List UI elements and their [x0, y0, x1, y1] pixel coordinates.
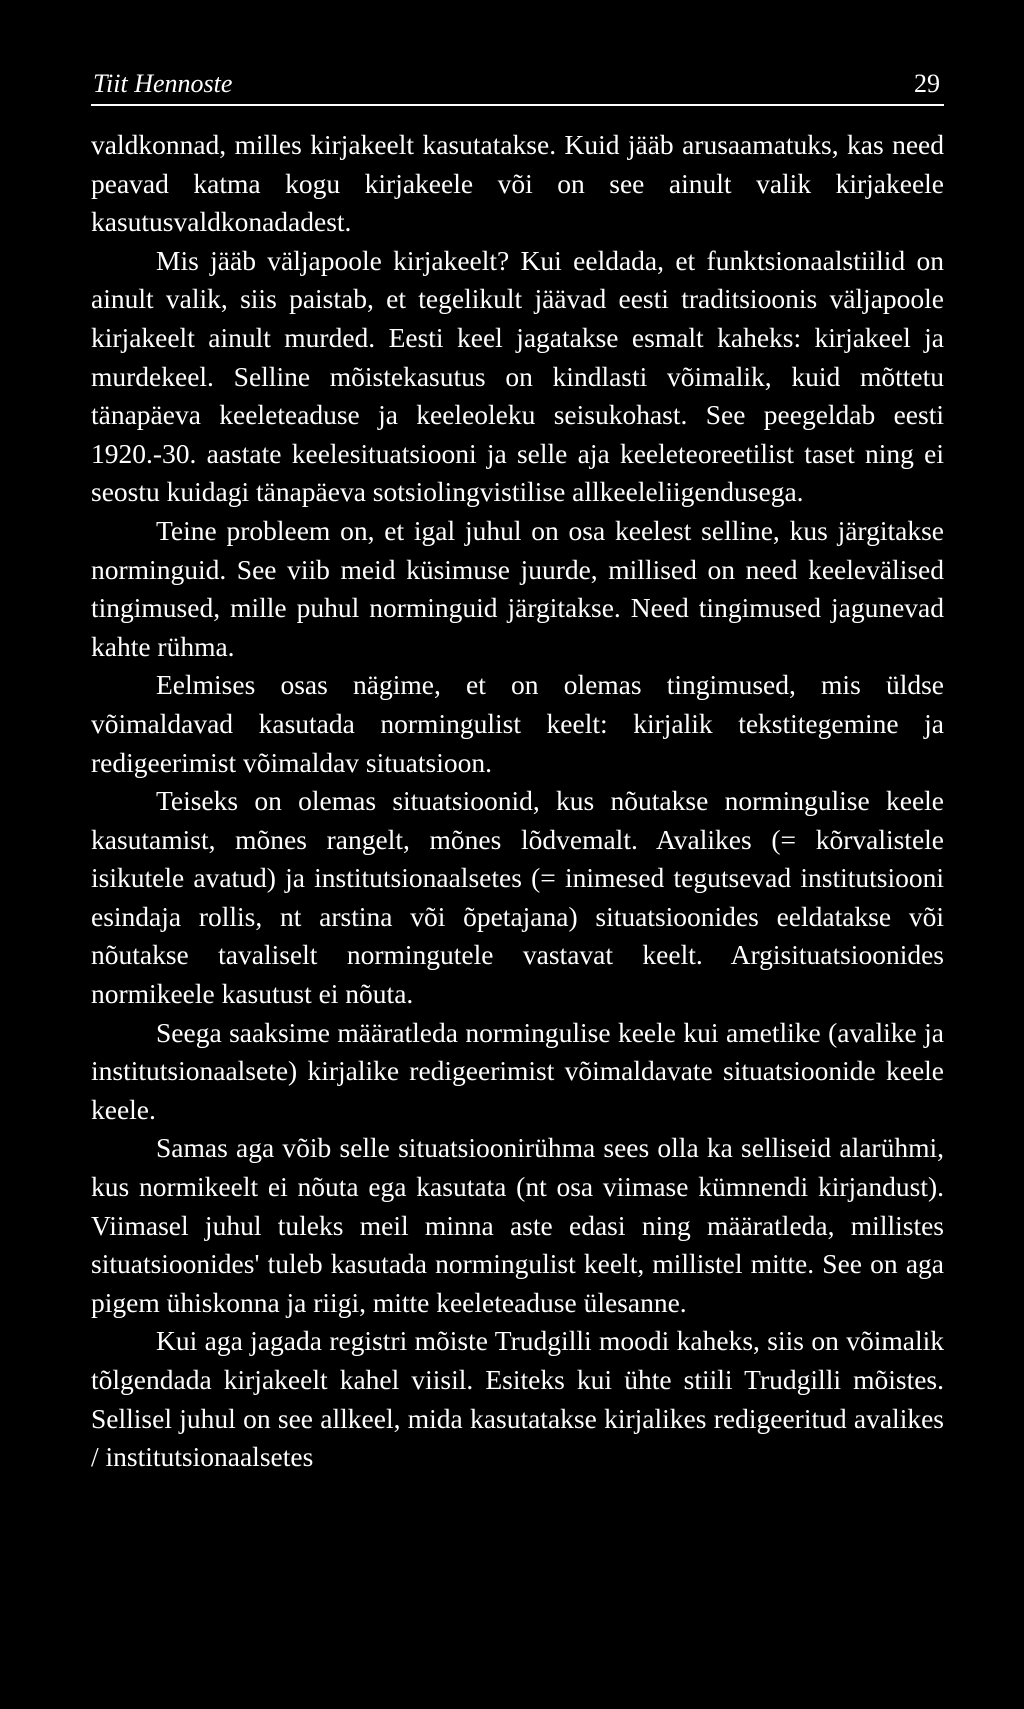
paragraph: Samas aga võib selle situatsioonirühma sees olla ka selliseid alarühmi, kus normikeelt ei nõuta ega kasutata (nt osa viimase kümnendi kirjandust). Viimasel juhul tuleks meil minna aste edasi ning määratleda, millistes situatsioonides' tuleb kasutada normingulist keelt, millistel mitte. See on aga pigem ühiskonna ja riigi, mitte keeleteaduse ülesanne. — [91, 1132, 944, 1318]
paragraph: Seega saaksime määratleda normingulise keele kui ametlike (avalike ja institutsionaalsete) kirjalike redigeerimist võimaldavate situatsioonide keele keele. — [91, 1016, 944, 1125]
book-page — [91, 64, 944, 1477]
paragraph: Eelmises osas nägime, et on olemas tingimused, mis üldse võimaldavad kasutada normingulist keelt: kirjalik tekstitegemine ja redigeerimist võimaldav situatsioon. — [91, 669, 944, 778]
running-head — [91, 64, 944, 106]
paragraph: Teine probleem on, et igal juhul on osa keelest selline, kus järgitakse norminguid. See viib meid küsimuse juurde, millised on need keelevälised tingimused, mille puhul norminguid järgitakse. Need tingimused jagunevad kahte rühma. — [91, 514, 944, 662]
running-head-author: Tiit Hennoste — [93, 69, 233, 98]
paragraph-continuation: valdkonnad, milles kirjakeelt kasutatakse. Kuid jääb arusaamatuks, kas need peavad katma kogu kirjakeele või on see ainult valik kirjakeele kasutusvaldkonadadest. — [91, 129, 944, 238]
paragraph: Mis jääb väljapoole kirjakeelt? Kui eeldada, et funktsionaalstiilid on ainult valik, siis paistab, et tegelikult jäävad eesti traditsioonis väljapoole kirjakeelt ainult murded. Eesti keel jagatakse esmalt kaheks: kirjakeel ja murdekeel. Selline mõistekasutus on kindlasti võimalik, kuid mõttetu tänapäeva keeleteaduse ja keeleoleku seisukohast. See peegeldab eesti 1920.-30. aastate keelesituatsiooni ja selle aja keeleteoreetilist taset ning ei seostu kuidagi tänapäeva sotsiolingvistilise allkeeleliigendusega. — [91, 244, 944, 508]
body-text — [91, 126, 944, 1477]
paragraph: Kui aga jagada registri mõiste Trudgilli moodi kaheks, siis on võimalik tõlgendada kirjakeelt kahel viisil. Esiteks kui ühte stiili Trudgilli mõistes. Sellisel juhul on see allkeel, mida kasutatakse kirjalikes redigeeritud avalikes / institutsionaalsetes — [91, 1325, 944, 1473]
paragraph: Teiseks on olemas situatsioonid, kus nõutakse normingulise keele kasutamist, mõnes rangelt, mõnes lõdvemalt. Avalikes (= kõrvalistele isikutele avatud) ja institutsionaalsetes (= inimesed tegutsevad institutsiooni esindaja rollis, nt arstina või õpetajana) situatsioonides eeldatakse või nõutakse tavaliselt normingutele vastavat keelt. Argisituatsioonides normikeele kasutust ei nõuta. — [91, 785, 944, 1010]
page-number: 29 — [914, 69, 940, 98]
